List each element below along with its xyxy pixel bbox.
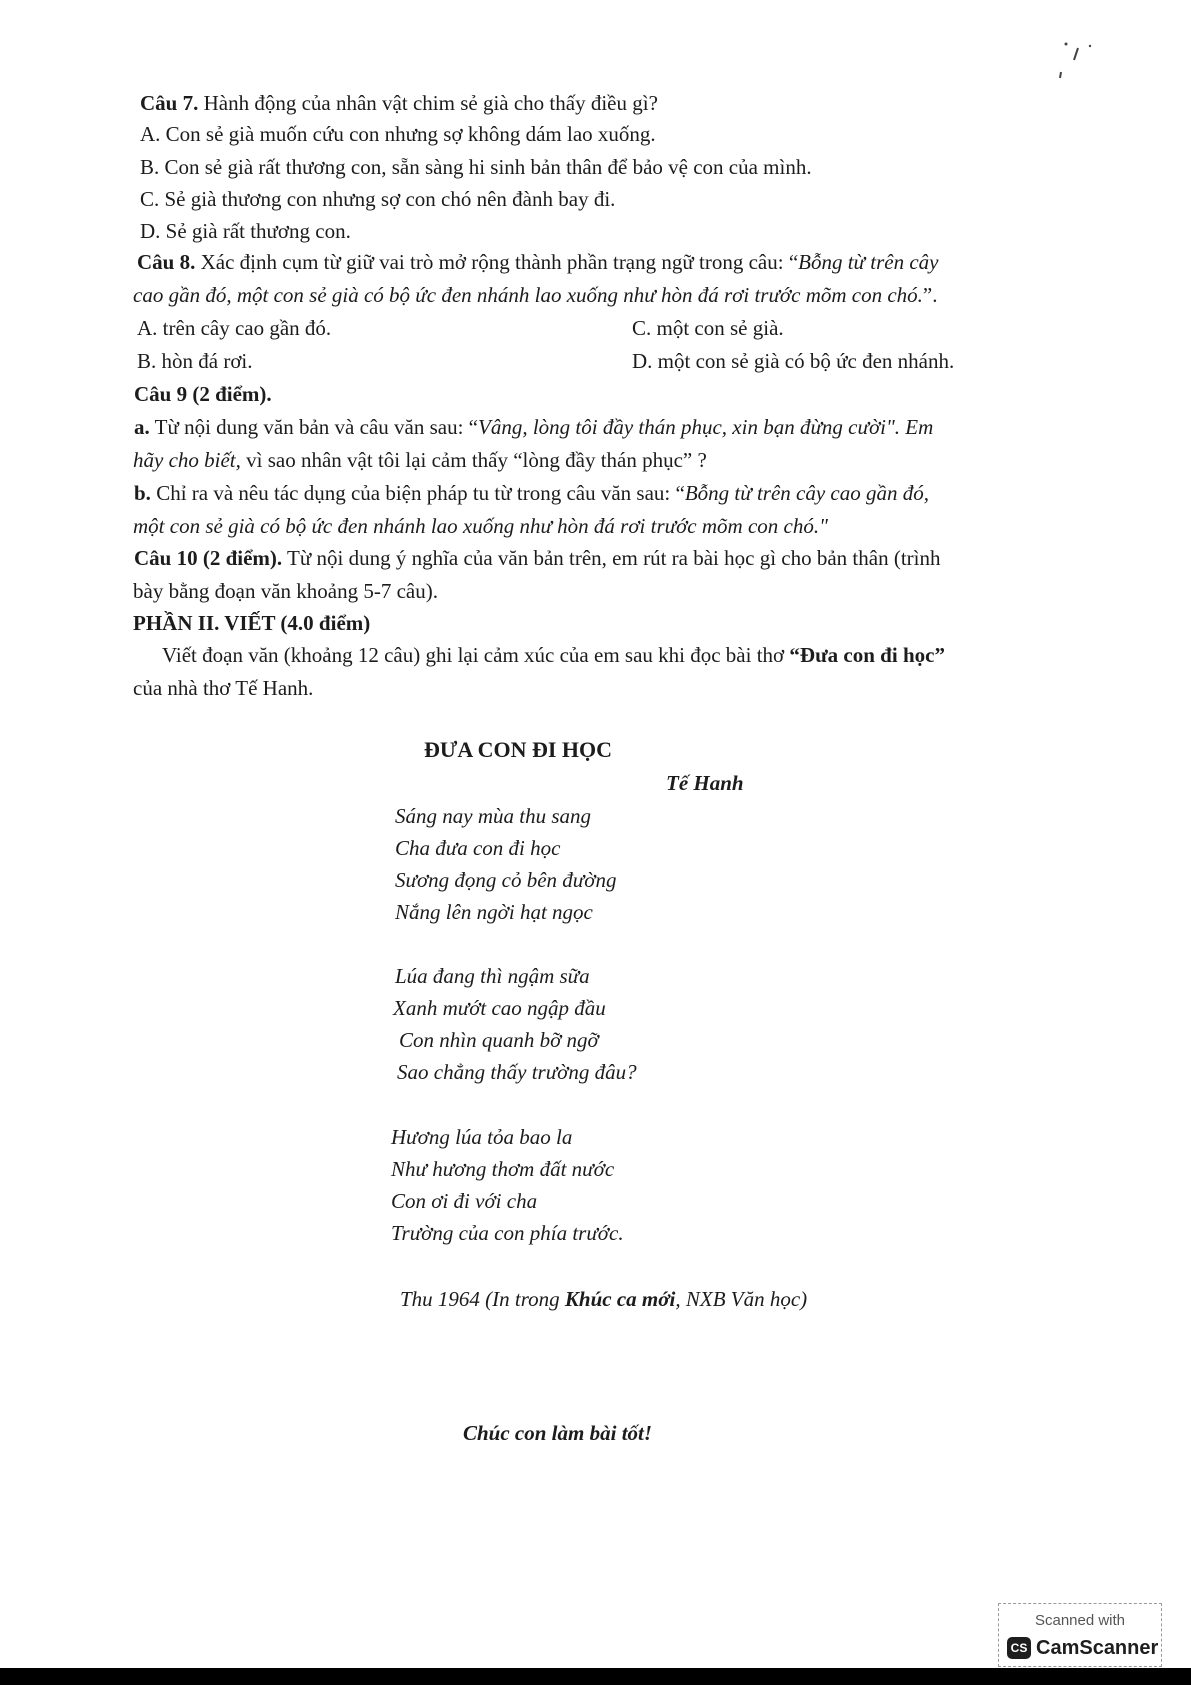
poem-line: Sáng nay mùa thu sang — [395, 804, 591, 828]
poem-line: Trường của con phía trước. — [391, 1221, 624, 1245]
part-2-prompt-text: Viết đoạn văn (khoảng 12 câu) ghi lại cảm xúc của em sau khi đọc bài thơ — [162, 643, 790, 667]
question-9b-label: b. — [134, 481, 151, 505]
part-2-heading: PHẦN II. VIẾT (4.0 điểm) — [133, 611, 371, 635]
question-10-text-2: bày bằng đoạn văn khoảng 5-7 câu). — [133, 579, 438, 603]
poem-source-suffix: , NXB Văn học) — [675, 1287, 808, 1311]
poem-line: Như hương thơm đất nước — [391, 1157, 615, 1181]
question-7-title: Câu 7. — [140, 91, 199, 115]
q8-option-d: D. một con sẻ già có bộ ức đen nhánh. — [632, 349, 955, 373]
camscanner-logo-icon: CS — [1007, 1637, 1031, 1659]
poem-source-book: Khúc ca mới — [564, 1287, 676, 1311]
question-8-quote-end: ”. — [922, 283, 938, 307]
question-8-title: Câu 8. — [137, 250, 196, 274]
poem-line: Nắng lên ngời hạt ngọc — [395, 900, 593, 924]
q7-option-b: B. Con sẻ già rất thương con, sẵn sàng hi sinh bản thân để bảo vệ con của mình. — [140, 155, 812, 179]
poem-line: Sao chẳng thấy trường đâu? — [397, 1060, 637, 1084]
poem-title: ĐƯA CON ĐI HỌC — [424, 737, 613, 762]
question-9a-line-2 — [133, 447, 707, 473]
question-8-quote-1: Bỗng từ trên cây — [798, 250, 939, 274]
question-9a-text: Từ nội dung văn bản và câu văn sau: “ — [149, 415, 478, 439]
question-8-quote-2: cao gần đó, một con sẻ già có bộ ức đen nhánh lao xuống như hòn đá rơi trước mõm con chó. — [133, 283, 923, 307]
part-2-prompt-line-2: của nhà thơ Tế Hanh. — [133, 676, 314, 700]
question-9b-quote-2: một con sẻ già có bộ ức đen nhánh lao xuống như hòn đá rơi trước mõm con chó." — [133, 514, 828, 538]
q7-option-d: D. Sẻ già rất thương con. — [140, 219, 351, 243]
part-2-prompt — [162, 642, 945, 668]
question-8-line-2 — [133, 282, 938, 308]
q8-option-a: A. trên cây cao gần đó. — [137, 316, 332, 340]
question-7-text: Hành động của nhân vật chim sẻ già cho thấy điều gì? — [198, 91, 658, 115]
scan-bottom-edge — [0, 1668, 1191, 1685]
question-10-title: Câu 10 (2 điểm). — [134, 546, 283, 570]
scanned-with-label: Scanned with — [1034, 1612, 1126, 1629]
camscanner-name: CamScanner — [1036, 1636, 1159, 1659]
question-9a-quote: Vâng, lòng tôi đầy thán phục, xin bạn đừng cười". Em — [478, 415, 934, 439]
poem-line: Con nhìn quanh bỡ ngỡ — [399, 1028, 599, 1052]
q8-option-c: C. một con sẻ già. — [632, 316, 784, 340]
q8-option-b: B. hòn đá rơi. — [137, 349, 253, 373]
poem-line: Hương lúa tỏa bao la — [391, 1125, 573, 1149]
question-10-text-1: Từ nội dung ý nghĩa của văn bản trên, em rút ra bài học gì cho bản thân (trình — [282, 546, 941, 570]
question-10 — [134, 545, 940, 571]
question-8 — [137, 249, 938, 275]
q7-option-a: A. Con sẻ già muốn cứu con nhưng sợ không dám lao xuống. — [140, 122, 656, 146]
poem-source — [400, 1286, 807, 1312]
scan-artifact-marks — [1050, 36, 1100, 86]
poem-source-prefix: Thu 1964 (In trong — [400, 1287, 565, 1311]
question-9a — [134, 414, 933, 440]
question-9b-quote-1: Bỗng từ trên cây cao gần đó, — [684, 481, 929, 505]
poem-author: Tế Hanh — [666, 771, 744, 795]
poem-line: Xanh mướt cao ngập đầu — [393, 996, 606, 1020]
question-9b-text: Chỉ ra và nêu tác dụng của biện pháp tu từ trong câu văn sau: “ — [150, 481, 685, 505]
question-9a-line-2-rest: vì sao nhân vật tôi lại cảm thấy “lòng đầy thán phục” ? — [240, 448, 707, 472]
camscanner-brand — [1007, 1636, 1158, 1660]
poem-line: Con ơi đi với cha — [391, 1189, 538, 1213]
closing-message: Chúc con làm bài tốt! — [463, 1421, 653, 1445]
poem-line: Lúa đang thì ngậm sữa — [395, 964, 590, 988]
question-7 — [140, 90, 658, 116]
poem-line: Sương đọng cỏ bên đường — [395, 868, 617, 892]
question-8-text: Xác định cụm từ giữ vai trò mở rộng thành phần trạng ngữ trong câu: “ — [195, 250, 799, 274]
q7-option-c: C. Sẻ già thương con nhưng sợ con chó nên đành bay đi. — [140, 187, 616, 211]
question-9b — [134, 480, 929, 506]
question-9-title: Câu 9 (2 điểm). — [134, 382, 272, 406]
part-2-poem-reference: “Đưa con đi học” — [789, 643, 945, 667]
poem-line: Cha đưa con đi học — [395, 836, 561, 860]
question-9a-line-2-italic: hãy cho biết, — [133, 448, 241, 472]
question-9a-label: a. — [134, 415, 150, 439]
camscanner-watermark — [998, 1603, 1162, 1667]
